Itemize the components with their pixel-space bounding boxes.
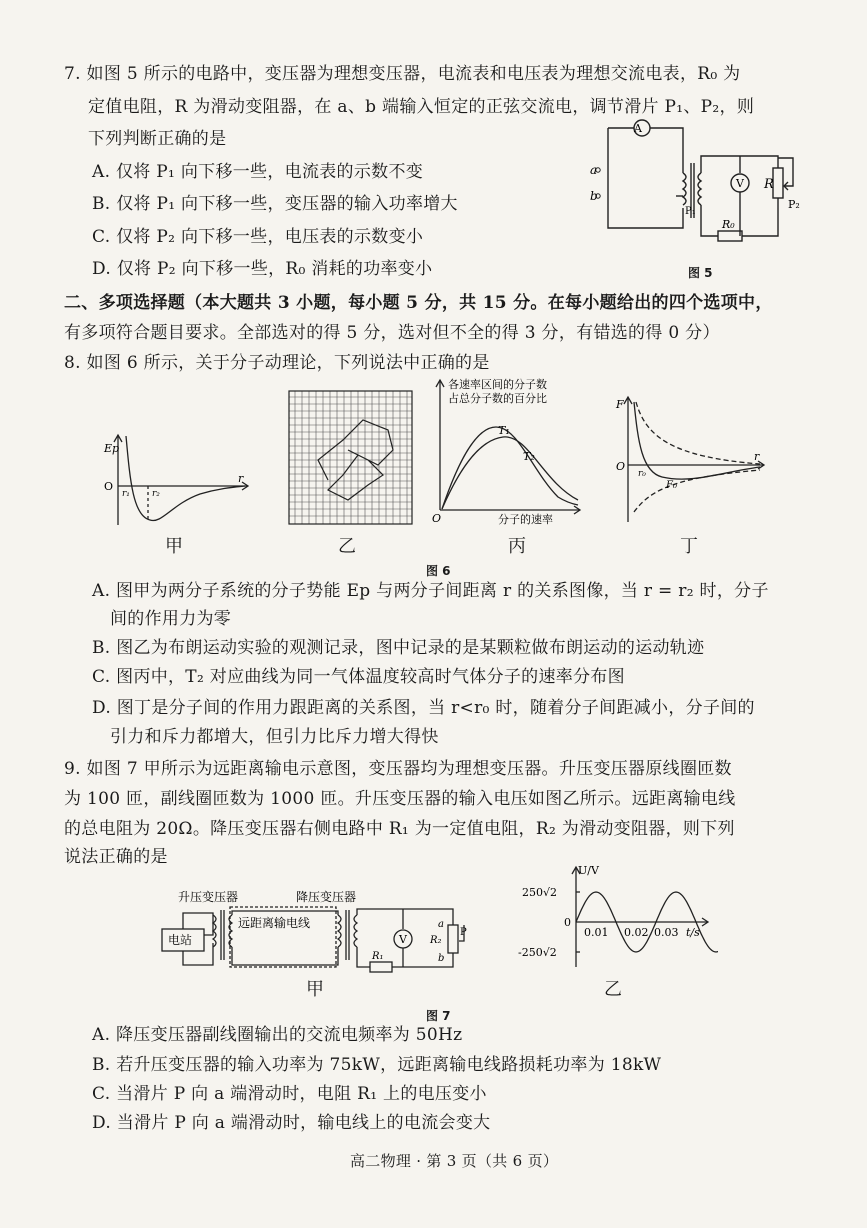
q9-stem-line4: 说法正确的是 [64,847,168,867]
page-footer: 高二物理 · 第 3 页（共 6 页） [350,1152,559,1170]
fig6-label-yi: 乙 [338,536,356,557]
svg-text:R₁: R₁ [372,951,384,962]
svg-text:R₀: R₀ [722,218,735,231]
svg-text:P₂: P₂ [788,198,800,211]
svg-text:U/V: U/V [578,864,599,877]
svg-text:电站: 电站 [168,933,193,947]
q9-stem-line2: 为 100 匝，副线圈匝数为 1000 匝。升压变压器的输入电压如图乙所示。远距离输电线 [64,789,736,809]
svg-text:a: a [438,919,444,930]
q8-option-c: C. 图丙中，T₂ 对应曲线为同一气体温度较高时气体分子的速率分布图 [92,667,625,687]
svg-text:R₂: R₂ [430,935,442,946]
fig7-label-yi: 乙 [604,979,622,1000]
figure-6-caption: 图 6 [426,564,451,578]
fig6-label-bing: 丙 [508,536,526,557]
section2-heading-line1: 二、多项选择题（本大题共 3 小题，每小题 5 分，共 15 分。在每小题给出的四个选项中， [64,293,773,313]
figure-6-bing-speed-distribution [428,372,588,530]
q8-option-d-line1: D. 图丁是分子间的作用力跟距离的关系图，当 r<r₀ 时，随着分子间距减小，分子间的 [92,698,755,718]
q9-stem-line3: 的总电阻为 20Ω。降压变压器右侧电路中 R₁ 为一定值电阻，R₂ 为滑动变阻器，则下列 [64,819,735,839]
svg-text:r: r [754,450,760,463]
svg-text:0.02: 0.02 [624,926,649,939]
fig7-label-jia: 甲 [306,979,324,1000]
svg-text:r₀: r₀ [638,469,646,479]
svg-text:b: b [590,189,598,203]
svg-text:O: O [432,512,442,525]
fig6-label-jia: 甲 [165,536,183,557]
svg-text:远距离输电线: 远距离输电线 [238,916,311,930]
svg-text:0.01: 0.01 [584,926,609,939]
section2-heading-line2: 有多项符合题目要求。全部选对的得 5 分，选对但不全的得 3 分，有错选的得 0 分） [64,323,720,343]
svg-text:R: R [764,177,774,192]
figure-5-circuit [588,118,820,253]
svg-text:T₂: T₂ [523,450,535,463]
q7-option-d: D. 仅将 P₂ 向下移一些，R₀ 消耗的功率变小 [92,259,433,279]
q9-option-a: A. 降压变压器副线圈输出的交流电频率为 50Hz [92,1025,463,1045]
figure-6-ding-force-distance [612,392,772,532]
voltmeter-label: V [736,177,744,190]
q9-option-d: D. 当滑片 P 向 a 端滑动时，输电线上的电流会变大 [92,1113,491,1133]
svg-text:降压变压器: 降压变压器 [296,890,357,904]
ammeter-label: A [634,122,642,135]
figure-6-yi-brownian-grid [288,390,413,525]
figure-7-yi-sine [518,862,718,972]
svg-text:a: a [590,163,598,177]
svg-text:分子的速率: 分子的速率 [498,513,553,526]
svg-text:F₀: F₀ [666,480,677,491]
q7-option-a: A. 仅将 P₁ 向下移一些，电流表的示数不变 [92,162,424,182]
svg-text:O: O [104,480,114,493]
q8-option-d-line2: 引力和斥力都增大，但引力比斥力增大得快 [110,727,439,747]
q8-option-a-line2: 间的作用力为零 [110,609,232,629]
svg-text:250√2: 250√2 [522,886,558,899]
figure-7-caption: 图 7 [426,1009,451,1023]
svg-text:t/s: t/s [686,926,700,939]
svg-text:P₁: P₁ [685,206,696,217]
q9-stem-line1: 9. 如图 7 甲所示为远距离输电示意图，变压器均为理想变压器。升压变压器原线圈匝数 [64,759,732,779]
svg-text:0: 0 [564,916,571,929]
svg-text:Ep: Ep [104,442,120,455]
svg-text:升压变压器: 升压变压器 [178,890,239,904]
svg-text:r₂: r₂ [152,489,160,499]
figure-6-jia-potential-energy [100,420,255,530]
svg-text:O: O [616,460,626,473]
svg-text:r₁: r₁ [122,489,130,499]
svg-text:各速率区间的分子数: 各速率区间的分子数 [448,378,547,391]
fig6-label-ding: 丁 [680,536,698,557]
svg-text:F: F [616,398,624,411]
q7-stem-line1: 7. 如图 5 所示的电路中，变压器为理想变压器，电流表和电压表为理想交流电表，R₀ 为 [64,64,741,84]
svg-text:-250√2: -250√2 [518,946,557,959]
q7-option-c: C. 仅将 P₂ 向下移一些，电压表的示数变小 [92,227,424,247]
q7-option-b: B. 仅将 P₁ 向下移一些，变压器的输入功率增大 [92,194,458,214]
figure-5-caption: 图 5 [688,266,713,280]
figure-7-jia-transmission [158,885,468,975]
svg-text:r: r [238,472,244,485]
svg-text:0.03: 0.03 [654,926,679,939]
q8-option-a-line1: A. 图甲为两分子系统的分子势能 Ep 与两分子间距离 r 的关系图像，当 r = r₂ 时，分子 [92,581,769,601]
q8-option-b: B. 图乙为布朗运动实验的观测记录，图中记录的是某颗粒做布朗运动的运动轨迹 [92,638,705,658]
svg-text:b: b [438,953,445,964]
svg-text:P: P [460,927,467,938]
svg-text:占总分子数的百分比: 占总分子数的百分比 [448,392,547,405]
svg-text:T₁: T₁ [498,424,510,437]
q7-stem-line2: 定值电阻，R 为滑动变阻器，在 a、b 端输入恒定的正弦交流电，调节滑片 P₁、P₂，则 [88,97,755,117]
q7-stem-line3: 下列判断正确的是 [88,129,227,149]
svg-text:V: V [399,933,407,946]
q9-option-b: B. 若升压变压器的输入功率为 75kW，远距离输电线路损耗功率为 18kW [92,1055,662,1075]
q8-stem: 8. 如图 6 所示，关于分子动理论，下列说法中正确的是 [64,353,490,373]
q9-option-c: C. 当滑片 P 向 a 端滑动时，电阻 R₁ 上的电压变小 [92,1084,487,1104]
